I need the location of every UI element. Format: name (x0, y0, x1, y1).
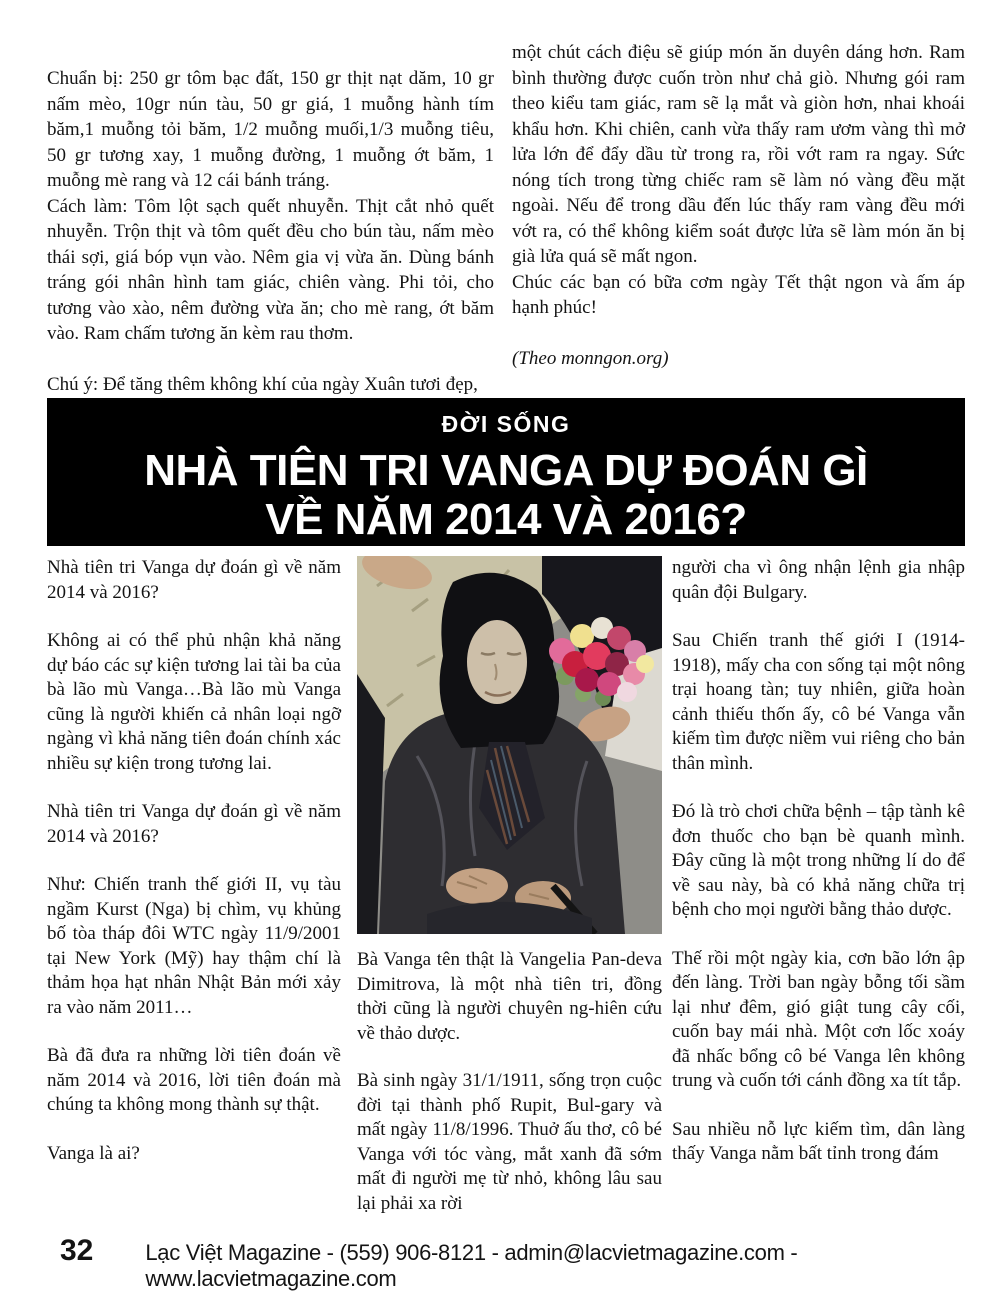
paragraph: Sau nhiều nỗ lực kiếm tìm, dân làng thấy Vanga nằm bất tỉnh trong đám (672, 1118, 965, 1164)
article-title-line1: NHÀ TIÊN TRI VANGA DỰ ĐOÁN GÌ (144, 446, 868, 495)
paragraph: Bà Vanga tên thật là Vangelia Pan-deva Dimitrova, là một nhà tiên tri, đồng thời cũng là người chuyên ng-hiên cứu về thảo dược. (357, 949, 662, 1044)
article-column-3 (672, 556, 965, 1239)
paragraph: Chúc các bạn có bữa cơm ngày Tết thật ngon và ấm áp hạnh phúc! (512, 271, 965, 318)
paragraph: Nhà tiên tri Vanga dự đoán gì về năm 2014 và 2016? (47, 801, 341, 847)
photo-caption (357, 948, 662, 1216)
footer-info: Lạc Việt Magazine - (559) 906-8121 - admin@lacvietmagazine.com - www.lacvietmagazine.com (145, 1240, 798, 1291)
source-credit: (Theo monngon.org) (512, 347, 669, 369)
paragraph: một chút cách điệu sẽ giúp món ăn duyên dáng hơn. Ram bình thường được cuốn tròn như chả giò. Nhưng gói ram theo kiểu tam giác, ram sẽ lạ mắt và giòn hơn, nhai khoái khẩu hơn. Khi chiên, canh vừa thấy ram ươm vàng thì mở lửa lớn để đẩy dầu từ trong ra, rồi vớt ram ra ngay. Sức nóng tích trong từng chiếc ram sẽ làm nó vàng đều mặt ngoài. Nếu để trong dầu đến lúc thấy ram vàng đều mới vớt ra, có thể không kiểm soát được lửa sẽ làm món ăn bị già lửa quá sẽ mất ngon. (512, 42, 965, 267)
paragraph: Nhà tiên tri Vanga dự đoán gì về năm 2014 và 2016? (47, 557, 341, 603)
paragraph: Bà đã đưa ra những lời tiên đoán về năm 2014 và 2016, lời tiên đoán mà chúng ta không mong thành sự thật. (47, 1045, 341, 1115)
paragraph: Cách làm: Tôm lột sạch quết nhuyễn. Thịt cắt nhỏ quết nhuyễn. Trộn thịt và tôm quết đều cho bún tàu, nấm mèo thái sợi, giá bóp vụn vào. Nêm gia vị vừa ăn. Dùng bánh tráng gói nhân hình tam giác, chiên vàng. Phi tỏi, cho tương vào xào, nêm đường vừa ăn; cho mè rang, ớt băm vào. Ram chấm tương ăn kèm rau thơm. (47, 195, 494, 344)
paragraph: Không ai có thể phủ nhận khả năng dự báo các sự kiện tương lai tài ba của bà lão mù Vanga…Bà lão mù Vanga cũng là người khiến cả nhân loại ngỡ ngàng vì khả năng tiên đoán chính xác nhiều sự kiện trong tương lai. (47, 630, 341, 774)
paragraph: Đó là trò chơi chữa bệnh – tập tành kê đơn thuốc cho bạn bè quanh mình. Đây cũng là một trong những lí do để về sau này, bà có khả năng chữa trị bệnh cho mọi người bằng thảo dược. (672, 801, 965, 920)
page-footer (60, 1234, 960, 1292)
page-number: 32 (60, 1234, 94, 1267)
recipe-right-paragraphs (512, 40, 965, 321)
paragraph: Chuẩn bị: 250 gr tôm bạc đất, 150 gr thịt nạt dăm, 10 gr nấm mèo, 10gr nún tàu, 50 gr giá, 1 muỗng hành tím băm,1 muỗng tỏi băm, 1/2 muỗng muối,1/3 muỗng tiêu, 50 gr tương xay, 1 muỗng đường, 1 muỗng ớt băm, 1 muỗng mè rang và 12 cái bánh tráng. (47, 68, 494, 191)
paragraph: người cha vì ông nhận lệnh gia nhập quân đội Bulgary. (672, 557, 965, 603)
paragraph: Thế rồi một ngày kia, cơn bão lớn ập đến làng. Trời ban ngày bỗng tối sầm lại như đêm, gió giật tung cây cối, cuốn bay mái nhà. Một cơn lốc xoáy đã nhấc bổng cô bé Vanga lên không trung và cuốn tới cánh đồng xa tít tắp. (672, 947, 965, 1091)
paragraph: Như: Chiến tranh thế giới II, vụ tàu ngầm Kurst (Nga) bị chìm, vụ khủng bố tòa tháp đôi WTC ngày 11/9/2001 tại New York (Mỹ) hay thậm chí là thảm họa hạt nhân Nhật Bản mới xảy ra vào năm 2011… (47, 874, 341, 1018)
article-title-line2: VỀ NĂM 2014 VÀ 2016? (265, 495, 747, 544)
article-column-2 (357, 556, 662, 1239)
article-column-1 (47, 556, 341, 1239)
article-body (47, 556, 965, 1239)
paragraph: Chú ý: Để tăng thêm không khí của ngày Xuân tươi đẹp, (47, 373, 478, 395)
paragraph: Sau Chiến tranh thế giới I (1914-1918), mấy cha con sống tại một nông trại hoang tàn; tuy nhiên, giữa hoàn cảnh thiếu thốn ấy, cô bé Vanga vẫn kiếm tìm được niềm vui riêng cho bản thân mình. (672, 630, 965, 774)
recipe-left-column (47, 40, 494, 398)
vanga-photo (357, 556, 662, 934)
recipe-right-column (512, 40, 965, 398)
article-title (47, 446, 965, 544)
recipe-section (47, 40, 965, 398)
paragraph: Bà sinh ngày 31/1/1911, sống trọn cuộc đời tại thành phố Rupit, Bul-gary và mất ngày 11/8/1996. Thuở ấu thơ, cô bé Vanga với tóc vàng, mắt xanh đã sớm mất đi người mẹ từ nhỏ, không lâu sau lại phải xa rời (357, 1070, 662, 1214)
section-banner (47, 398, 965, 546)
section-kicker: ĐỜI SỐNG (441, 411, 571, 437)
paragraph: Vanga là ai? (47, 1142, 140, 1164)
